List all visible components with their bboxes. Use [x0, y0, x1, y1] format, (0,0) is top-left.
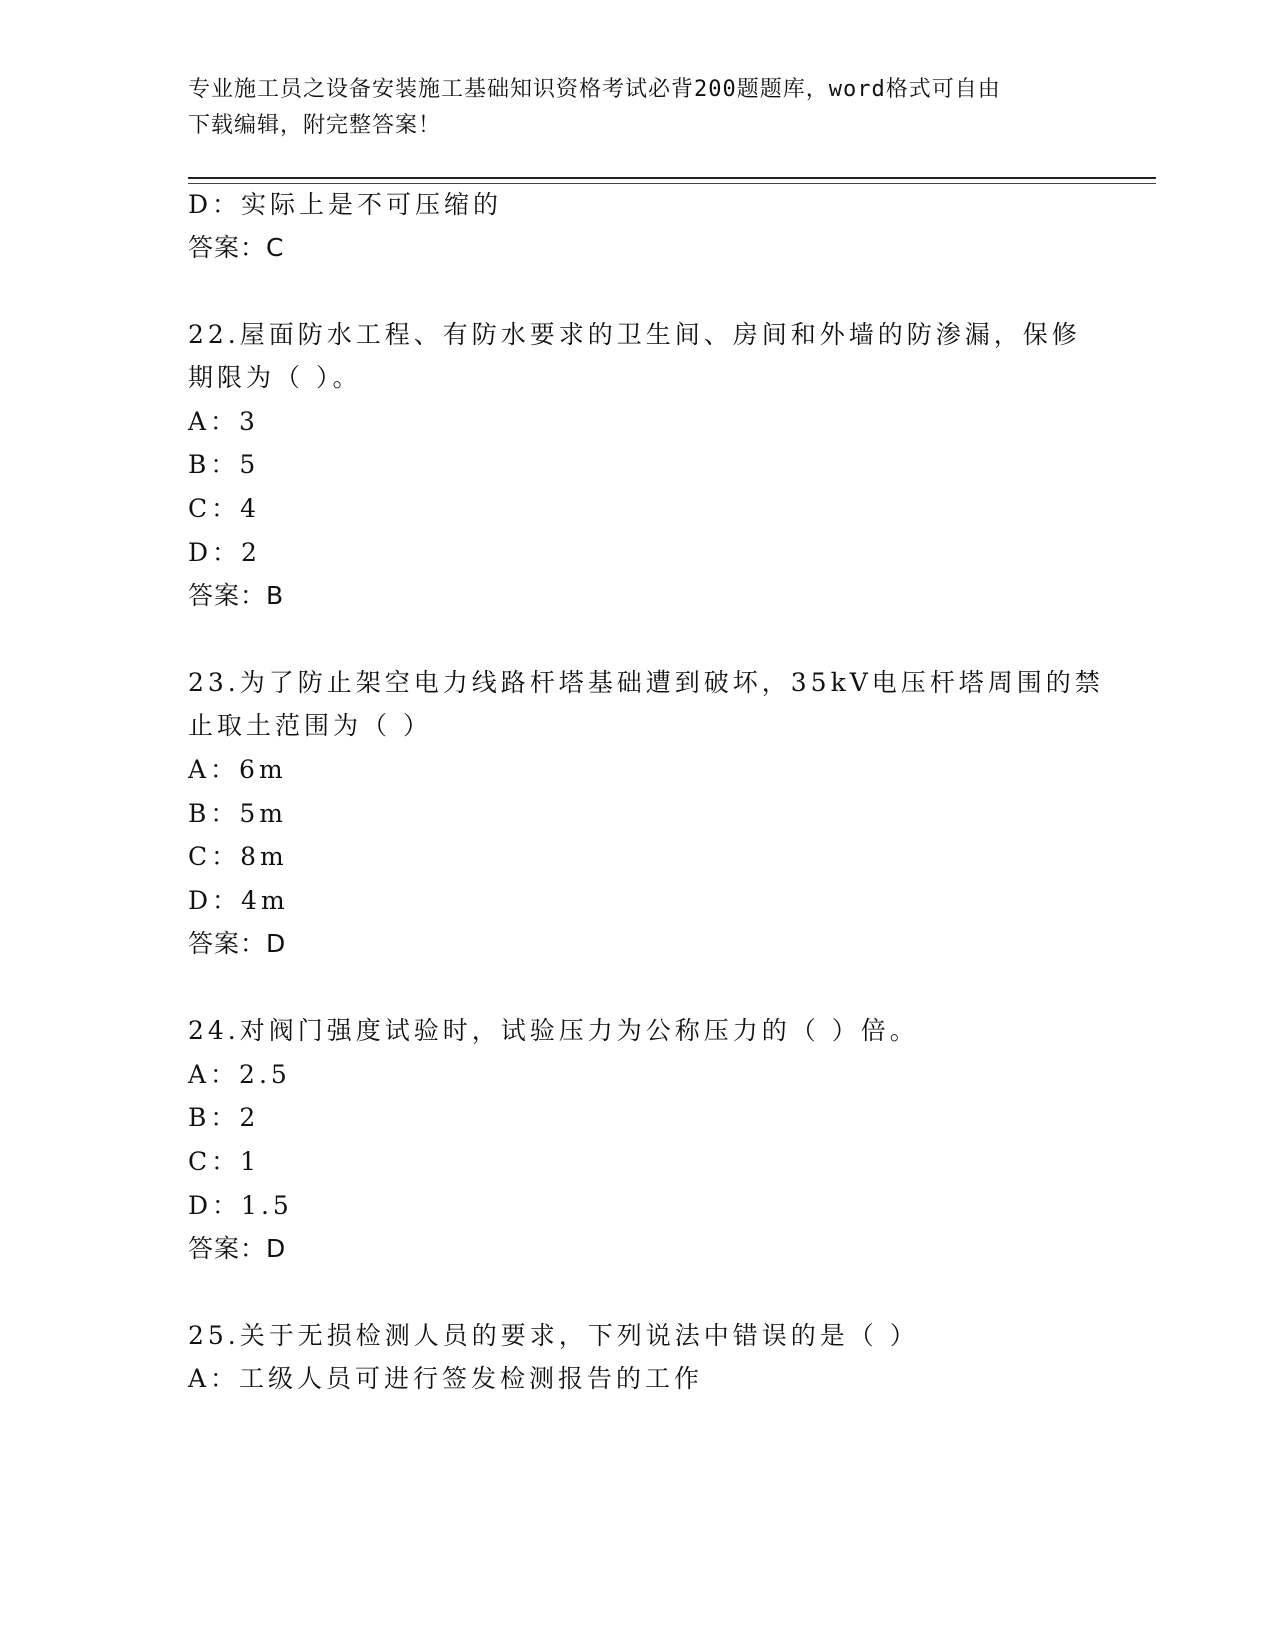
option-a: A：工级人员可进行签发检测报告的工作: [188, 1364, 704, 1393]
option-c: C：4: [188, 494, 261, 523]
header-line-1: 专业施工员之设备安装施工基础知识资格考试必背200题题库，word格式可自由: [188, 77, 1001, 102]
option-b: B：5: [188, 450, 260, 479]
option-a: A：2.5: [188, 1060, 291, 1089]
option-a: A：3: [188, 407, 259, 436]
option-c: C：1: [188, 1147, 261, 1176]
option-c: C：8m: [188, 842, 288, 871]
question-stem-cont: 止取土范围为（ ）: [188, 711, 432, 740]
option-d: D：4m: [188, 886, 289, 915]
answer-line: 答案：D: [188, 1234, 287, 1263]
answer-line: 答案：B: [188, 581, 285, 610]
answer-line: 答案：C: [188, 233, 285, 262]
answer-line: 答案：D: [188, 929, 287, 958]
question-stem: 25.关于无损检测人员的要求，下列说法中错误的是（ ）: [188, 1321, 919, 1350]
header-line-2: 下载编辑，附完整答案！: [188, 113, 442, 138]
header-divider-thin: [188, 183, 1156, 184]
option-d: D：2: [188, 538, 261, 567]
option-d: D：1.5: [188, 1191, 293, 1220]
question-stem: 23.为了防止架空电力线路杆塔基础遭到破坏，35kV电压杆塔周围的禁: [188, 668, 1104, 697]
document-header: [188, 72, 1068, 144]
question-stem-cont: 期限为（ ）。: [188, 363, 362, 392]
question-stem: 22.屋面防水工程、有防水要求的卫生间、房间和外墙的防渗漏，保修: [188, 320, 1081, 349]
option-d: D：实际上是不可压缩的: [188, 190, 503, 219]
header-divider-thick: [188, 177, 1156, 179]
option-b: B：5m: [188, 799, 287, 828]
option-b: B：2: [188, 1103, 260, 1132]
option-a: A：6m: [188, 755, 287, 784]
question-stem: 24.对阀门强度试验时，试验压力为公称压力的（ ）倍。: [188, 1016, 919, 1045]
